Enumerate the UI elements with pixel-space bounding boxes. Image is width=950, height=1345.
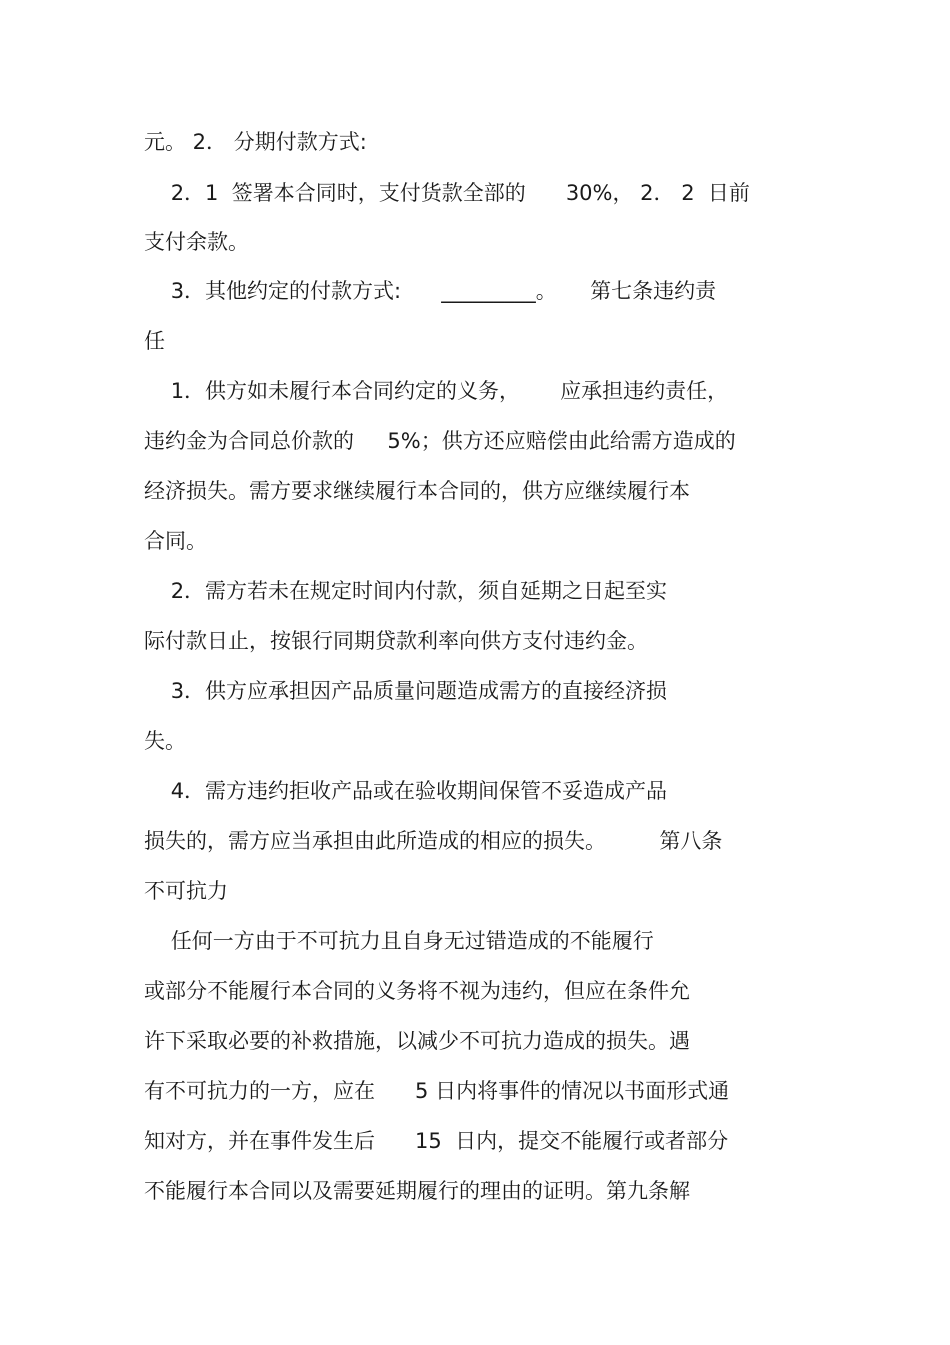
text-line: 或部分不能履行本合同的义务将不视为违约，但应在条件允 (144, 979, 690, 1003)
text-line: 经济损失。需方要求继续履行本合同的，供方应继续履行本 (144, 479, 690, 503)
text-line: 有不可抗力的一方，应在 5 日内将事件的情况以书面形式通 (144, 1079, 730, 1103)
text-line: 合同。 (144, 529, 207, 553)
text-line: 3．供方应承担因产品质量问题造成需方的直接经济损 (144, 679, 668, 703)
text-line: 际付款日止，按银行同期贷款利率向供方支付违约金。 (144, 629, 648, 653)
text-line: 2．需方若未在规定时间内付款，须自延期之日起至实 (144, 579, 668, 603)
text-line: 任 (144, 329, 165, 353)
text-line: 元。 2． 分期付款方式: (144, 130, 367, 154)
text-line: 任何一方由于不可抗力且自身无过错造成的不能履行 (144, 929, 654, 953)
text-line: 2．1 签署本合同时，支付货款全部的 30%， 2． 2 日前 (144, 181, 750, 205)
text-line: 许下采取必要的补救措施，以减少不可抗力造成的损失。遇 (144, 1029, 690, 1053)
text-line: 3．其他约定的付款方式: _________。 第七条违约责 (144, 279, 717, 303)
text-line: 知对方，并在事件发生后 15 日内，提交不能履行或者部分 (144, 1129, 729, 1153)
text-line: 失。 (144, 729, 186, 753)
text-line: 不能履行本合同以及需要延期履行的理由的证明。第九条解 (144, 1179, 690, 1203)
text-line: 支付余款。 (144, 230, 249, 254)
text-line: 4．需方违约拒收产品或在验收期间保管不妥造成产品 (144, 779, 668, 803)
text-line: 损失的，需方应当承担由此所造成的相应的损失。 第八条 (144, 829, 723, 853)
text-line: 1．供方如未履行本合同约定的义务， 应承担违约责任， (144, 379, 729, 403)
text-line: 违约金为合同总价款的 5%；供方还应赔偿由此给需方造成的 (144, 429, 736, 453)
text-line: 不可抗力 (144, 879, 228, 903)
